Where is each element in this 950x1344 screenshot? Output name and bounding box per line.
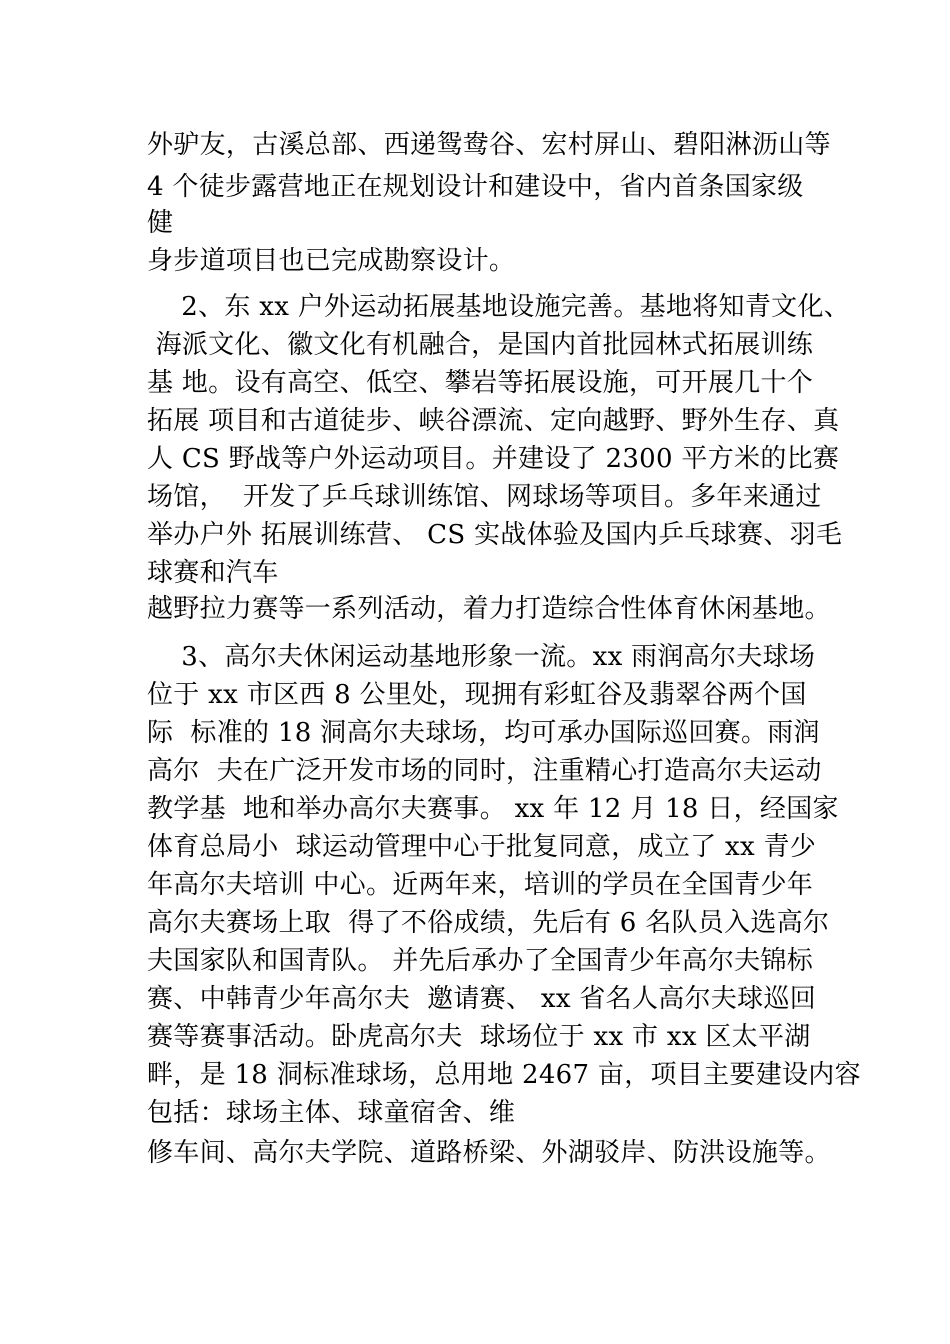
text-line: 夫国家队和国青队。 并先后承办了全国青少年高尔夫锦标 [147,946,814,976]
text-line: 球赛和汽车 [147,558,279,588]
text-line: 身步道项目也已完成勘察设计。 [147,246,516,276]
text-line: 高尔 夫在广泛开发市场的同时，注重精心打造高尔夫运动 [147,756,822,786]
text-line: 外驴友，古溪总部、西递鸳鸯谷、宏村屏山、碧阳淋沥山等 [147,130,831,160]
text-line: 赛等赛事活动。卧虎高尔夫 球场位于 xx 市 xx 区太平湖 [147,1022,811,1052]
text-line: 教学基 地和举办高尔夫赛事。 xx 年 12 月 18 日，经国家 [147,794,839,824]
text-line: 越野拉力赛等一系列活动，着力打造综合性体育休闲基地。 [147,594,831,624]
text-line: 4 个徒步露营地正在规划设计和建设中，省内首条国家级 [147,172,804,202]
text-line: 基 地。设有高空、低空、攀岩等拓展设施，可开展几十个 [147,368,814,398]
text-line: 年高尔夫培训 中心。近两年来，培训的学员在全国青少年 [147,870,814,900]
text-line: 赛、中韩青少年高尔夫 邀请赛、 xx 省名人高尔夫球巡回 [147,984,817,1014]
text-line: 海派文化、徽文化有机融合，是国内首批园林式拓展训练 [147,330,814,360]
text-line: 体育总局小 球运动管理中心于批复同意，成立了 xx 青少 [147,832,817,862]
text-line: 健 [147,208,174,238]
text-line: 畔，是 18 洞标准球场，总用地 2467 亩，项目主要建设内容 [147,1060,861,1090]
text-line: 修车间、高尔夫学院、道路桥梁、外湖驳岸、防洪设施等。 [147,1138,831,1168]
text-line: 高尔夫赛场上取 得了不俗成绩，先后有 6 名队员入选高尔 [147,908,830,938]
text-line: 位于 xx 市区西 8 公里处，现拥有彩虹谷及翡翠谷两个国 [147,680,807,710]
text-line: 人 CS 野战等户外运动项目。并建设了 2300 平方米的比赛 [147,444,840,474]
text-line: 举办户外 拓展训练营、 CS 实战体验及国内乒乓球赛、羽毛 [147,520,843,550]
text-line: 3、高尔夫休闲运动基地形象一流。xx 雨润高尔夫球场 [147,642,816,672]
text-line: 2、东 xx 户外运动拓展基地设施完善。基地将知青文化、 [147,292,851,322]
text-line: 际 标准的 18 洞高尔夫球场，均可承办国际巡回赛。雨润 [147,718,820,748]
text-line: 包括：球场主体、球童宿舍、维 [147,1098,516,1128]
text-line: 拓展 项目和古道徒步、峡谷漂流、定向越野、野外生存、真 [147,406,840,436]
text-line: 场馆， 开发了乒乓球训练馆、网球场等项目。多年来通过 [147,482,822,512]
